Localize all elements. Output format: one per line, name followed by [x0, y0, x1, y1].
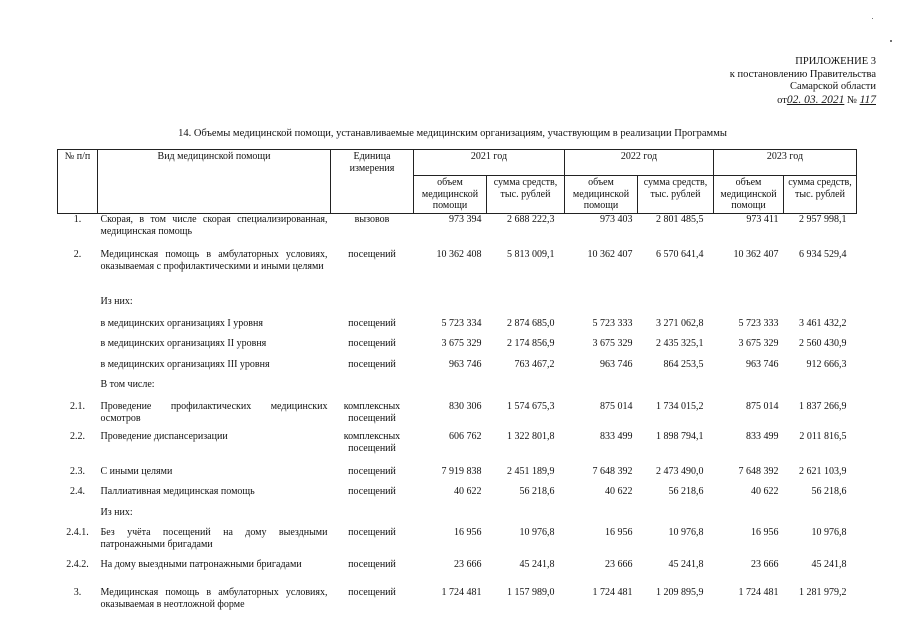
sum-2022: 1 898 794,1 — [656, 431, 704, 442]
row-number — [58, 379, 98, 401]
row-unit — [331, 507, 414, 527]
sum-2023: 1 281 979,2 — [799, 587, 847, 598]
sum-2021: 2 451 189,9 — [507, 466, 555, 477]
volume-2021: 963 746 — [449, 359, 482, 370]
volume-2023: 3 675 329 — [738, 338, 779, 349]
volume-2023: 7 648 392 — [738, 466, 779, 477]
sum-2022: 1 734 015,2 — [656, 401, 704, 412]
sum-2023: 2 011 816,5 — [799, 431, 847, 442]
row-number: 2.4.2. — [66, 559, 89, 570]
volume-2021: 7 919 838 — [441, 466, 482, 477]
sum-2022: 56 218,6 — [668, 486, 704, 497]
row-number: 2.2. — [70, 431, 85, 442]
volume-2021: 606 762 — [449, 431, 482, 442]
volume-2023: 833 499 — [746, 431, 779, 442]
volume-2022: 963 746 — [600, 359, 633, 370]
sum-2021: 5 813 009,1 — [507, 249, 555, 260]
sum-2022: 10 976,8 — [668, 527, 704, 538]
sum-2021: 56 218,6 — [519, 486, 555, 497]
handwritten-number: 117 — [859, 93, 876, 106]
volume-2021: 830 306 — [449, 401, 482, 412]
row-number: 2.4. — [70, 486, 85, 497]
row-number — [58, 507, 98, 527]
sum-2023: 1 837 266,9 — [799, 401, 847, 412]
sum-2022: 864 253,5 — [663, 359, 704, 370]
header-sum: сумма средств, тыс. рублей — [487, 176, 565, 214]
volume-2023: 10 362 407 — [733, 249, 779, 260]
annex-line: к постановлению Правительства — [729, 68, 876, 80]
volume-2023: 963 746 — [746, 359, 779, 370]
row-unit: посещений — [348, 587, 396, 598]
sum-2023 — [784, 507, 857, 527]
row-name: С иными целями — [100, 466, 173, 477]
table-row — [58, 587, 857, 617]
sum-2021: 2 174 856,9 — [507, 338, 555, 349]
row-unit: посещений — [348, 338, 396, 349]
table-row — [58, 431, 857, 466]
sum-2021: 763 467,2 — [514, 359, 555, 370]
row-number: 2.4.1. — [66, 527, 89, 538]
sum-2021: 10 976,8 — [519, 527, 555, 538]
volume-2022: 7 648 392 — [592, 466, 633, 477]
table-row — [58, 296, 857, 318]
row-name: На дому выездными патронажными бригадами — [100, 559, 302, 570]
sum-2022 — [638, 379, 714, 401]
volume-2023 — [714, 296, 784, 318]
volume-2021 — [414, 379, 487, 401]
sum-2021: 45 241,8 — [519, 559, 555, 570]
row-name: Без учёта посещений на дому выездными патронажными бригадами — [100, 527, 328, 550]
volume-2022: 5 723 333 — [592, 318, 633, 329]
volume-2021 — [414, 296, 487, 318]
volume-2022: 10 362 407 — [587, 249, 633, 260]
sum-2022: 2 473 490,0 — [656, 466, 704, 477]
volume-2022: 23 666 — [605, 559, 633, 570]
sum-2022 — [638, 296, 714, 318]
scan-speck — [890, 40, 892, 42]
header-volume: объем медицинской помощи — [565, 176, 638, 214]
header-year-2021: 2021 год — [414, 150, 565, 176]
volume-2022 — [565, 296, 638, 318]
row-unit: комплексных посещений — [343, 401, 401, 424]
sum-2021 — [487, 296, 565, 318]
row-number — [58, 296, 98, 318]
row-name: Из них: — [100, 507, 133, 518]
header-num: № п/п — [58, 150, 98, 214]
table-row — [58, 466, 857, 486]
sum-2021: 1 574 675,3 — [507, 401, 555, 412]
table-body — [58, 213, 857, 617]
row-unit — [331, 296, 414, 318]
table-row — [58, 249, 857, 296]
sum-2022: 2 435 325,1 — [656, 338, 704, 349]
row-number: 2.1. — [70, 401, 85, 412]
volume-2022: 3 675 329 — [592, 338, 633, 349]
volume-2021: 1 724 481 — [441, 587, 482, 598]
sum-2021: 2 688 222,3 — [507, 213, 555, 225]
sum-2023: 912 666,3 — [806, 359, 847, 370]
date-prefix: от — [777, 94, 787, 106]
sum-2023: 10 976,8 — [811, 527, 847, 538]
row-name: Из них: — [100, 296, 133, 307]
volume-2021: 40 622 — [454, 486, 482, 497]
volume-2021: 973 394 — [449, 213, 482, 225]
volume-2023 — [714, 507, 784, 527]
table-row — [58, 213, 857, 249]
volume-2022: 973 403 — [600, 213, 633, 225]
volume-2022: 875 014 — [600, 401, 633, 412]
header-sum: сумма средств, тыс. рублей — [638, 176, 714, 214]
table-row — [58, 527, 857, 559]
volume-2023: 16 956 — [751, 527, 779, 538]
row-number: 2.3. — [70, 466, 85, 477]
number-prefix: № — [846, 94, 857, 106]
table-caption: 14. Объемы медицинской помощи, устанавливаемые медицинским организациям, участвующим в реализации Программы — [178, 128, 727, 139]
volume-2023: 1 724 481 — [738, 587, 779, 598]
sum-2021: 1 157 989,0 — [507, 587, 555, 598]
table-row — [58, 338, 857, 359]
volume-2023: 40 622 — [751, 486, 779, 497]
volume-2022: 40 622 — [605, 486, 633, 497]
row-name: Медицинская помощь в амбулаторных условиях, оказываемая в неотложной форме — [100, 587, 328, 610]
volume-2021: 5 723 334 — [441, 318, 482, 329]
row-name: Медицинская помощь в амбулаторных условиях, оказываемая с профилактическими и иными целями — [100, 249, 328, 272]
row-unit: посещений — [348, 318, 396, 329]
header-unit: Единица измерения — [331, 150, 414, 214]
header-year-2022: 2022 год — [565, 150, 714, 176]
sum-2022: 3 271 062,8 — [656, 318, 704, 329]
sum-2023: 45 241,8 — [811, 559, 847, 570]
volume-2023 — [714, 379, 784, 401]
table-row — [58, 559, 857, 587]
sum-2021: 1 322 801,8 — [507, 431, 555, 442]
volume-2021: 23 666 — [454, 559, 482, 570]
row-number — [58, 318, 98, 338]
sum-2021: 2 874 685,0 — [507, 318, 555, 329]
volume-2021: 10 362 408 — [436, 249, 482, 260]
row-unit: посещений — [348, 559, 396, 570]
table-row — [58, 359, 857, 379]
table-row — [58, 401, 857, 431]
scan-speck — [872, 18, 873, 19]
volume-2022 — [565, 379, 638, 401]
header-kind: Вид медицинской помощи — [98, 150, 331, 214]
table-row — [58, 507, 857, 527]
row-unit: вызовов — [354, 213, 390, 225]
row-number — [58, 338, 98, 359]
row-unit: посещений — [348, 527, 396, 538]
volume-2023: 5 723 333 — [738, 318, 779, 329]
sum-2022: 45 241,8 — [668, 559, 704, 570]
row-name: в медицинских организациях I уровня — [100, 318, 263, 329]
row-unit: посещений — [348, 466, 396, 477]
row-unit — [331, 379, 414, 401]
row-name: В том числе: — [100, 379, 155, 390]
sum-2022: 6 570 641,4 — [656, 249, 704, 260]
volume-2021: 16 956 — [454, 527, 482, 538]
volumes-table — [57, 149, 857, 617]
annex-line: Самарской области — [790, 81, 876, 92]
volume-2021 — [414, 507, 487, 527]
sum-2023: 3 461 432,2 — [799, 318, 847, 329]
volume-2022: 833 499 — [600, 431, 633, 442]
sum-2021 — [487, 379, 565, 401]
volume-2022 — [565, 507, 638, 527]
header-year-2023: 2023 год — [714, 150, 857, 176]
row-unit: посещений — [348, 249, 396, 260]
volume-2022: 1 724 481 — [592, 587, 633, 598]
sum-2023 — [784, 296, 857, 318]
sum-2021 — [487, 507, 565, 527]
row-number — [58, 359, 98, 379]
annex-title: ПРИЛОЖЕНИЕ 3 — [795, 56, 876, 67]
row-name: Проведение диспансеризации — [100, 431, 228, 442]
sum-2023: 6 934 529,4 — [799, 249, 847, 260]
volume-2021: 3 675 329 — [441, 338, 482, 349]
volume-2023: 973 411 — [746, 213, 779, 225]
volume-2022: 16 956 — [605, 527, 633, 538]
row-name: Проведение профилактических медицинских осмотров — [100, 401, 328, 424]
table-row — [58, 486, 857, 507]
row-name: Скорая, в том числе скорая специализированная, медицинская помощь — [100, 213, 328, 237]
sum-2023: 2 621 103,9 — [799, 466, 847, 477]
row-number: 3. — [73, 587, 82, 598]
header-volume: объем медицинской помощи — [414, 176, 487, 214]
sum-2022 — [638, 507, 714, 527]
sum-2023: 56 218,6 — [811, 486, 847, 497]
handwritten-date: 02. 03. 2021 — [786, 93, 845, 106]
sum-2022: 2 801 485,5 — [656, 213, 704, 225]
row-unit: комплексных посещений — [343, 431, 401, 454]
row-unit: посещений — [348, 486, 396, 497]
row-name: в медицинских организациях III уровня — [100, 359, 270, 370]
row-number: 1. — [73, 213, 82, 225]
row-name: в медицинских организациях II уровня — [100, 338, 267, 349]
annex-date-line — [690, 94, 876, 108]
volume-2023: 23 666 — [751, 559, 779, 570]
volume-2023: 875 014 — [746, 401, 779, 412]
table-row — [58, 318, 857, 338]
sum-2022: 1 209 895,9 — [656, 587, 704, 598]
header-sum: сумма средств, тыс. рублей — [784, 176, 857, 214]
table-row — [58, 379, 857, 401]
header-volume: объем медицинской помощи — [714, 176, 784, 214]
sum-2023 — [784, 379, 857, 401]
row-name: Паллиативная медицинская помощь — [100, 486, 255, 497]
row-number: 2. — [73, 249, 82, 260]
annex-header — [690, 56, 876, 107]
row-unit: посещений — [348, 359, 396, 370]
sum-2023: 2 957 998,1 — [799, 213, 847, 225]
sum-2023: 2 560 430,9 — [799, 338, 847, 349]
